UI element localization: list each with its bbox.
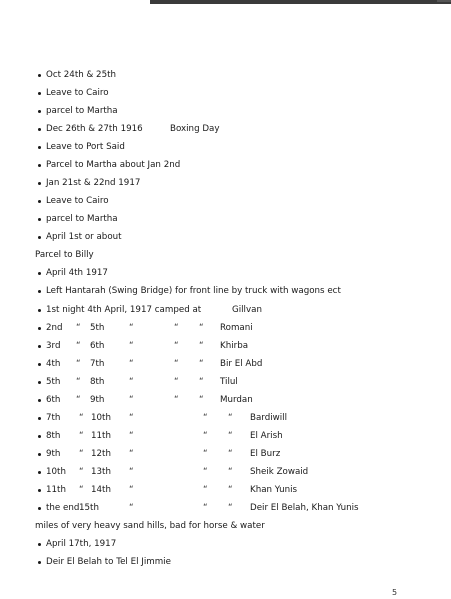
bullet-icon: [38, 453, 41, 456]
line-text: parcel to Martha: [46, 106, 118, 116]
line-text: Leave to Port Said: [46, 142, 125, 152]
line-text: 11th: [46, 485, 66, 495]
bullet-icon: [38, 290, 41, 293]
bullet-icon: [38, 381, 41, 384]
line-text: Bir El Abd: [220, 359, 263, 369]
line-text: “: [203, 449, 208, 459]
line-text: 7th: [46, 413, 61, 423]
line-text: “: [79, 467, 84, 477]
line-text: “: [199, 359, 204, 369]
line-text: “: [199, 323, 204, 333]
line-text: miles of very heavy sand hills, bad for horse & water: [35, 521, 265, 531]
bullet-icon: [38, 471, 41, 474]
line-text: “: [228, 431, 233, 441]
line-text: 7th: [90, 359, 105, 369]
bullet-icon: [38, 182, 41, 185]
line-text: 2nd: [46, 323, 63, 333]
bullet-icon: [38, 92, 41, 95]
bullet-icon: [38, 417, 41, 420]
line-text: 14th: [91, 485, 111, 495]
line-text: parcel to Martha: [46, 214, 118, 224]
line-text: “: [203, 467, 208, 477]
line-text: 1st night 4th April, 1917 camped at: [46, 305, 202, 315]
line-text: “: [76, 323, 81, 333]
line-text: 5th: [46, 377, 61, 387]
line-text: “: [79, 485, 84, 495]
line-text: El Burz: [250, 449, 281, 459]
line-text: “: [79, 413, 84, 423]
line-text: 11th: [91, 431, 111, 441]
line-text: 9th: [46, 449, 61, 459]
line-text: “: [129, 485, 134, 495]
bullet-icon: [38, 236, 41, 239]
line-text: Deir El Belah to Tel El Jimmie: [46, 557, 171, 567]
line-text: “: [129, 467, 134, 477]
bullet-icon: [38, 218, 41, 221]
bullet-icon: [38, 74, 41, 77]
line-text: Sheik Zowaid: [250, 467, 309, 477]
bullet-icon: [38, 507, 41, 510]
bullet-icon: [38, 363, 41, 366]
line-text: Left Hantarah (Swing Bridge) for front line by truck with wagons ect: [46, 286, 341, 296]
bullet-icon: [38, 110, 41, 113]
line-text: “: [174, 395, 179, 405]
bullet-icon: [38, 309, 41, 312]
line-text: “: [203, 413, 208, 423]
line-text: Deir El Belah, Khan Yunis: [250, 503, 359, 513]
line-text: Leave to Cairo: [46, 88, 109, 98]
line-text: Oct 24th & 25th: [46, 70, 117, 80]
line-text: “: [228, 485, 233, 495]
line-text: April 17th, 1917: [46, 539, 117, 549]
line-text: Gillvan: [232, 305, 262, 315]
bullet-icon: [38, 128, 41, 131]
bullet-icon: [38, 561, 41, 564]
line-text: “: [76, 395, 81, 405]
bullet-icon: [38, 327, 41, 330]
line-text: Leave to Cairo: [46, 196, 109, 206]
bullet-icon: [38, 200, 41, 203]
line-text: Murdan: [220, 395, 253, 405]
line-text: 8th: [46, 431, 61, 441]
line-text: Khan Yunis: [250, 485, 298, 495]
line-text: “: [228, 467, 233, 477]
line-text: Jan 21st & 22nd 1917: [46, 178, 141, 188]
line-text: “: [203, 485, 208, 495]
line-text: “: [203, 431, 208, 441]
line-text: 8th: [90, 377, 105, 387]
line-text: 13th: [91, 467, 111, 477]
line-text: Parcel to Billy: [35, 250, 94, 260]
line-text: “: [129, 395, 134, 405]
line-text: the end: [46, 503, 80, 513]
line-text: “: [228, 413, 233, 423]
bullet-icon: [38, 543, 41, 546]
line-text: 12th: [91, 449, 111, 459]
bullet-icon: [38, 146, 41, 149]
line-text: Tilul: [220, 377, 238, 387]
line-text: “: [199, 395, 204, 405]
line-text: “: [228, 449, 233, 459]
bullet-icon: [38, 345, 41, 348]
line-text: Bardiwill: [250, 413, 287, 423]
line-text: “: [129, 323, 134, 333]
line-text: Romani: [220, 323, 253, 333]
line-text: 15th: [79, 503, 99, 513]
line-text: “: [199, 341, 204, 351]
bullet-icon: [38, 489, 41, 492]
bullet-icon: [38, 435, 41, 438]
line-text: “: [129, 413, 134, 423]
line-text: “: [129, 377, 134, 387]
line-text: 10th: [46, 467, 66, 477]
line-text: 9th: [90, 395, 105, 405]
line-text: “: [129, 431, 134, 441]
line-text: El Arish: [250, 431, 283, 441]
line-text: “: [174, 341, 179, 351]
line-text: 6th: [90, 341, 105, 351]
line-text: Khirba: [220, 341, 249, 351]
line-text: 10th: [91, 413, 111, 423]
page-number: 5: [392, 588, 398, 597]
line-text: 6th: [46, 395, 61, 405]
line-text: “: [129, 449, 134, 459]
bullet-icon: [38, 399, 41, 402]
line-text: Boxing Day: [170, 124, 220, 134]
line-text: 5th: [90, 323, 105, 333]
line-text: “: [174, 323, 179, 333]
line-text: “: [76, 377, 81, 387]
line-text: “: [174, 377, 179, 387]
line-text: “: [79, 431, 84, 441]
bullet-icon: [38, 164, 41, 167]
line-text: “: [199, 377, 204, 387]
line-text: Dec 26th & 27th 1916: [46, 124, 143, 134]
line-text: “: [79, 449, 84, 459]
line-text: “: [129, 503, 134, 513]
line-text: “: [76, 341, 81, 351]
line-text: “: [129, 359, 134, 369]
line-text: “: [228, 503, 233, 513]
bullet-icon: [38, 272, 41, 275]
line-text: 3rd: [46, 341, 61, 351]
line-text: “: [76, 359, 81, 369]
line-text: April 4th 1917: [46, 268, 108, 278]
line-text: Parcel to Martha about Jan 2nd: [46, 160, 181, 170]
line-text: “: [174, 359, 179, 369]
line-text: “: [203, 503, 208, 513]
line-text: 4th: [46, 359, 61, 369]
line-text: “: [129, 341, 134, 351]
line-text: April 1st or about: [46, 232, 122, 242]
